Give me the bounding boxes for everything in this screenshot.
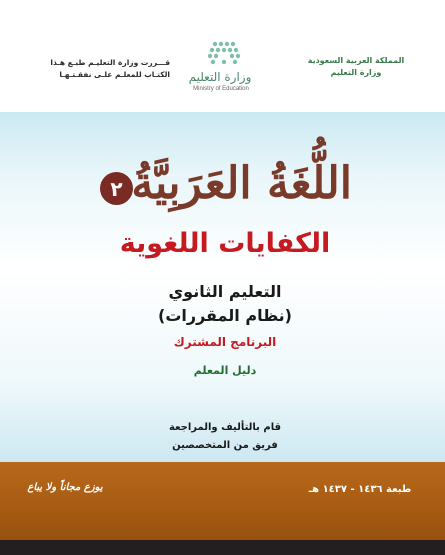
ministry-logo-english: Ministry of Education <box>193 86 249 92</box>
book-subtitle: الكفايات اللغوية <box>119 228 331 259</box>
approval-note-line2: الكتـاب للمعلـم علـى نفقـتـهـا <box>59 70 170 79</box>
program-name: البرنامج المشترك <box>173 335 277 349</box>
logo-dots-icon <box>208 42 240 64</box>
course-system: (نظام المقررات) <box>158 306 292 325</box>
ministry-label: وزارة التعليم <box>330 68 382 77</box>
kingdom-label: المملكة العربية السعودية <box>307 56 405 65</box>
education-stage: التعليم الثانوي <box>168 282 282 301</box>
authors-line2: فريق من المتخصصين <box>172 440 278 451</box>
book-title: اللُّغَةُ العَرَبِيَّةُ <box>131 158 352 209</box>
free-distribution-label: يوزع مجاناً ولا يباع <box>27 482 103 493</box>
volume-number-badge: ٢ <box>100 172 133 205</box>
authors-line1: قام بالتأليف والمراجعة <box>168 422 282 433</box>
footer-strip <box>0 540 445 555</box>
ministry-logo-arabic: وزارة التعليم <box>188 70 252 84</box>
approval-note-line1: قـــررت وزارة التعليـم طبـع هـذا <box>50 58 170 67</box>
edition-label: طبعة ١٤٣٦ - ١٤٣٧ هـ <box>308 484 412 495</box>
teacher-guide-label: دليل المعلم <box>193 364 257 377</box>
